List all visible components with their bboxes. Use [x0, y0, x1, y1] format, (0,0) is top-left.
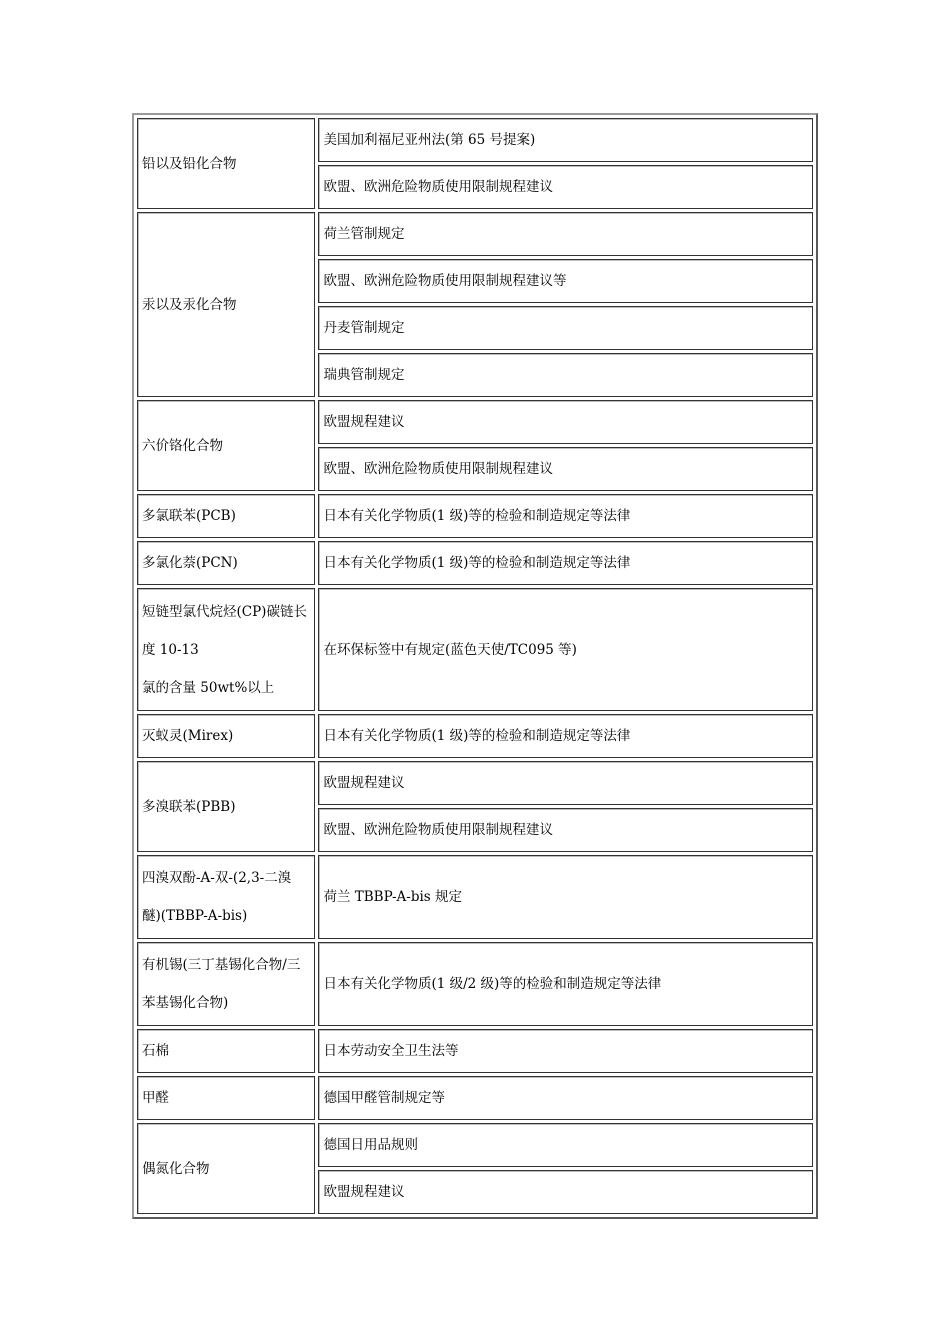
substance-text: 多氯化萘(PCN) [142, 555, 238, 571]
table-row [137, 400, 813, 444]
substance-text: 苯基锡化合物) [142, 995, 229, 1011]
regulation-cell: 荷兰管制规定 [318, 212, 813, 256]
substance-cell [137, 714, 315, 758]
table-row [137, 761, 813, 805]
substance-cell [137, 118, 315, 209]
substance-cell [137, 588, 315, 711]
table-row [137, 494, 813, 538]
substance-cell [137, 1123, 315, 1214]
regulation-cell: 日本劳动安全卫生法等 [318, 1029, 813, 1073]
substance-cell [137, 855, 315, 939]
substance-cell [137, 761, 315, 852]
table-row [137, 212, 813, 256]
substance-cell [137, 400, 315, 491]
regulation-cell: 丹麦管制规定 [318, 306, 813, 350]
substance-cell [137, 1029, 315, 1073]
regulation-cell: 瑞典管制规定 [318, 353, 813, 397]
regulation-cell: 德国日用品规则 [318, 1123, 813, 1167]
substance-text: 多氯联苯(PCB) [142, 508, 236, 524]
regulation-cell: 欧盟规程建议 [318, 761, 813, 805]
substance-text: 灭蚁灵(Mirex) [142, 728, 234, 744]
regulation-cell: 荷兰 TBBP-A-bis 规定 [318, 855, 813, 939]
table-row [137, 1076, 813, 1120]
regulation-cell: 欧盟规程建议 [318, 400, 813, 444]
regulation-cell: 德国甲醛管制规定等 [318, 1076, 813, 1120]
table-row [137, 588, 813, 711]
table-row [137, 942, 813, 1026]
substance-text: 铅以及铅化合物 [142, 155, 237, 172]
substance-text: 多溴联苯(PBB) [142, 798, 236, 815]
substance-text: 汞以及汞化合物 [142, 296, 237, 313]
substance-regulation-table [132, 113, 818, 1219]
regulation-cell: 日本有关化学物质(1 级/2 级)等的检验和制造规定等法律 [318, 942, 813, 1026]
table-row [137, 714, 813, 758]
table-body [137, 118, 813, 1214]
substance-text: 醚)(TBBP-A-bis) [142, 908, 248, 924]
substance-text: 有机锡(三丁基锡化合物/三 [142, 957, 301, 973]
table-row [137, 1029, 813, 1073]
regulation-cell: 欧盟、欧洲危险物质使用限制规程建议 [318, 165, 813, 209]
table-row [137, 541, 813, 585]
substance-text: 度 10-13 [142, 641, 199, 658]
regulation-cell: 日本有关化学物质(1 级)等的检验和制造规定等法律 [318, 541, 813, 585]
regulation-cell: 欧盟、欧洲危险物质使用限制规程建议 [318, 447, 813, 491]
substance-text: 偶氮化合物 [142, 1160, 210, 1177]
substance-text: 甲醛 [142, 1090, 169, 1106]
substance-cell [137, 1076, 315, 1120]
table-row [137, 855, 813, 939]
table-row [137, 1123, 813, 1167]
regulation-cell: 在环保标签中有规定(蓝色天使/TC095 等) [318, 588, 813, 711]
substance-text: 石棉 [142, 1043, 169, 1059]
substance-cell [137, 942, 315, 1026]
regulation-cell: 欧盟、欧洲危险物质使用限制规程建议等 [318, 259, 813, 303]
substance-cell [137, 212, 315, 397]
substance-text: 氯的含量 50wt%以上 [142, 679, 275, 696]
substance-text: 短链型氯代烷烃(CP)碳链长 [142, 603, 307, 620]
regulation-cell: 欧盟、欧洲危险物质使用限制规程建议 [318, 808, 813, 852]
substance-cell [137, 541, 315, 585]
table-row [137, 118, 813, 162]
regulation-cell: 欧盟规程建议 [318, 1170, 813, 1214]
substance-text: 四溴双酚-A-双-(2,3-二溴 [142, 870, 292, 886]
regulation-cell: 美国加利福尼亚州法(第 65 号提案) [318, 118, 813, 162]
substance-text: 六价铬化合物 [142, 437, 223, 454]
regulation-cell: 日本有关化学物质(1 级)等的检验和制造规定等法律 [318, 494, 813, 538]
regulation-cell: 日本有关化学物质(1 级)等的检验和制造规定等法律 [318, 714, 813, 758]
substance-cell [137, 494, 315, 538]
